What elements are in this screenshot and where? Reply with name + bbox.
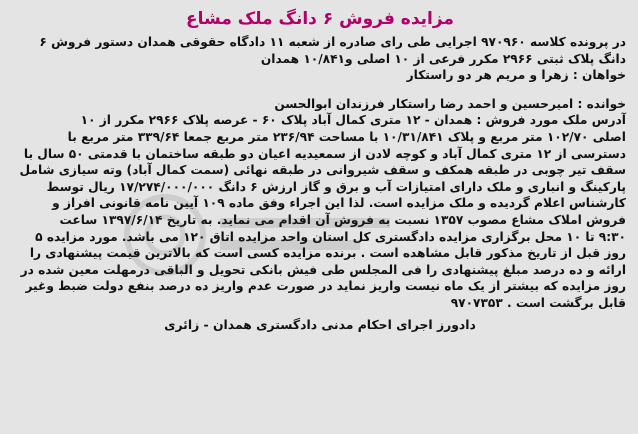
signature: دادورز اجرای احکام مدنی دادگستری همدان - زائری [164,316,476,332]
body-line: ۹:۳۰ تا ۱۰ محل برگزاری مزایده دادگستری کل استان واحد مزایده اتاق ۱۲۰ می باشد. مورد مزایده ۵ [35,229,626,244]
header-line: دانگ پلاک ثبتی ۲۹۶۶ مکرر فرعی از ۱۰ اصلی و۱۰/۸۴۱ همدان [260,51,626,66]
notice-header [14,34,626,84]
header-line: در پرونده کلاسه ۹۷۰۹۶۰ اجرایی طی رای صادره از شعبه ۱۱ دادگاه حقوقی همدان دستور فروش ۶ [39,35,626,49]
notice-title: مزایده فروش ۶ دانگ ملک مشاع [186,9,454,29]
body-line: قابل برگشت است . ۹۷۰۷۳۵۳ [450,295,626,310]
body-line: دسترسی از ۱۲ متری کمال آباد و کوچه لادن از سمعیدیه اعیان دو طبقه ساختمان با قدمتی ۵۰ سال با [23,146,626,161]
body-line: آدرس ملک مورد فروش : همدان - ۱۲ متری کمال آباد پلاک ۶۰ - عرصه پلاک ۲۹۶۶ مکرر از ۱۰ [80,113,626,128]
body-line: روز مزایده که بیشتر از یک ماه نیست واریز نماید در صورت عدم واریز ده درصد بنفع دولت ضبط وغیر [25,279,626,294]
notice-body [14,96,626,312]
plaintiff-line: خواهان : زهرا و مریم هر دو راستکار [406,68,626,83]
body-line: روز قبل از تاریخ مذکور قابل مشاهده است . برنده مزایده کسی است که بالاترین قیمت پیشنهادی را [29,246,626,261]
body-line: سقف تیر چوبی در طبقه همکف و سقف شیروانی در طبقه نهائی (سمت کمال آباد) وته سیازی شامل [19,163,626,178]
body-line: اصلی ۱۰۲/۷۰ متر مربع و پلاک ۱۰/۳۱/۸۴۱ با مساحت ۲۳۶/۹۴ متر مربع جمعا ۳۳۹/۶۴ متر مربع با [67,129,626,144]
body-line: ارائه و ده درصد مبلغ پیشنهادی را فی المجلس طی فیش بانکی تحویل و الباقی درمهلت معین شده در [20,262,626,277]
body-line: فروش املاک مشاع مصوب ۱۳۵۷ نسبت به فروش آن اقدام می نماید. به تاریخ ۱۳۹۷/۶/۱۴ ساعت [59,212,626,227]
body-line: پارکینگ و انباری و ملک دارای امتیازات آب و برق و گاز ارزش ۶ دانگ ۱۷/۲۷۴/۰۰۰/۰۰۰ ریال توسط [46,179,626,194]
defendant-line: خوانده : امیرحسین و احمد رضا راستکار فرزندان ابوالحسن [274,96,626,111]
body-line: کارشناس اعلام گردیده و ملک مزایده است. لذا این اجراء وفق ماده ۱۰۹ آیین نامه قانونی افراز و [52,196,626,211]
